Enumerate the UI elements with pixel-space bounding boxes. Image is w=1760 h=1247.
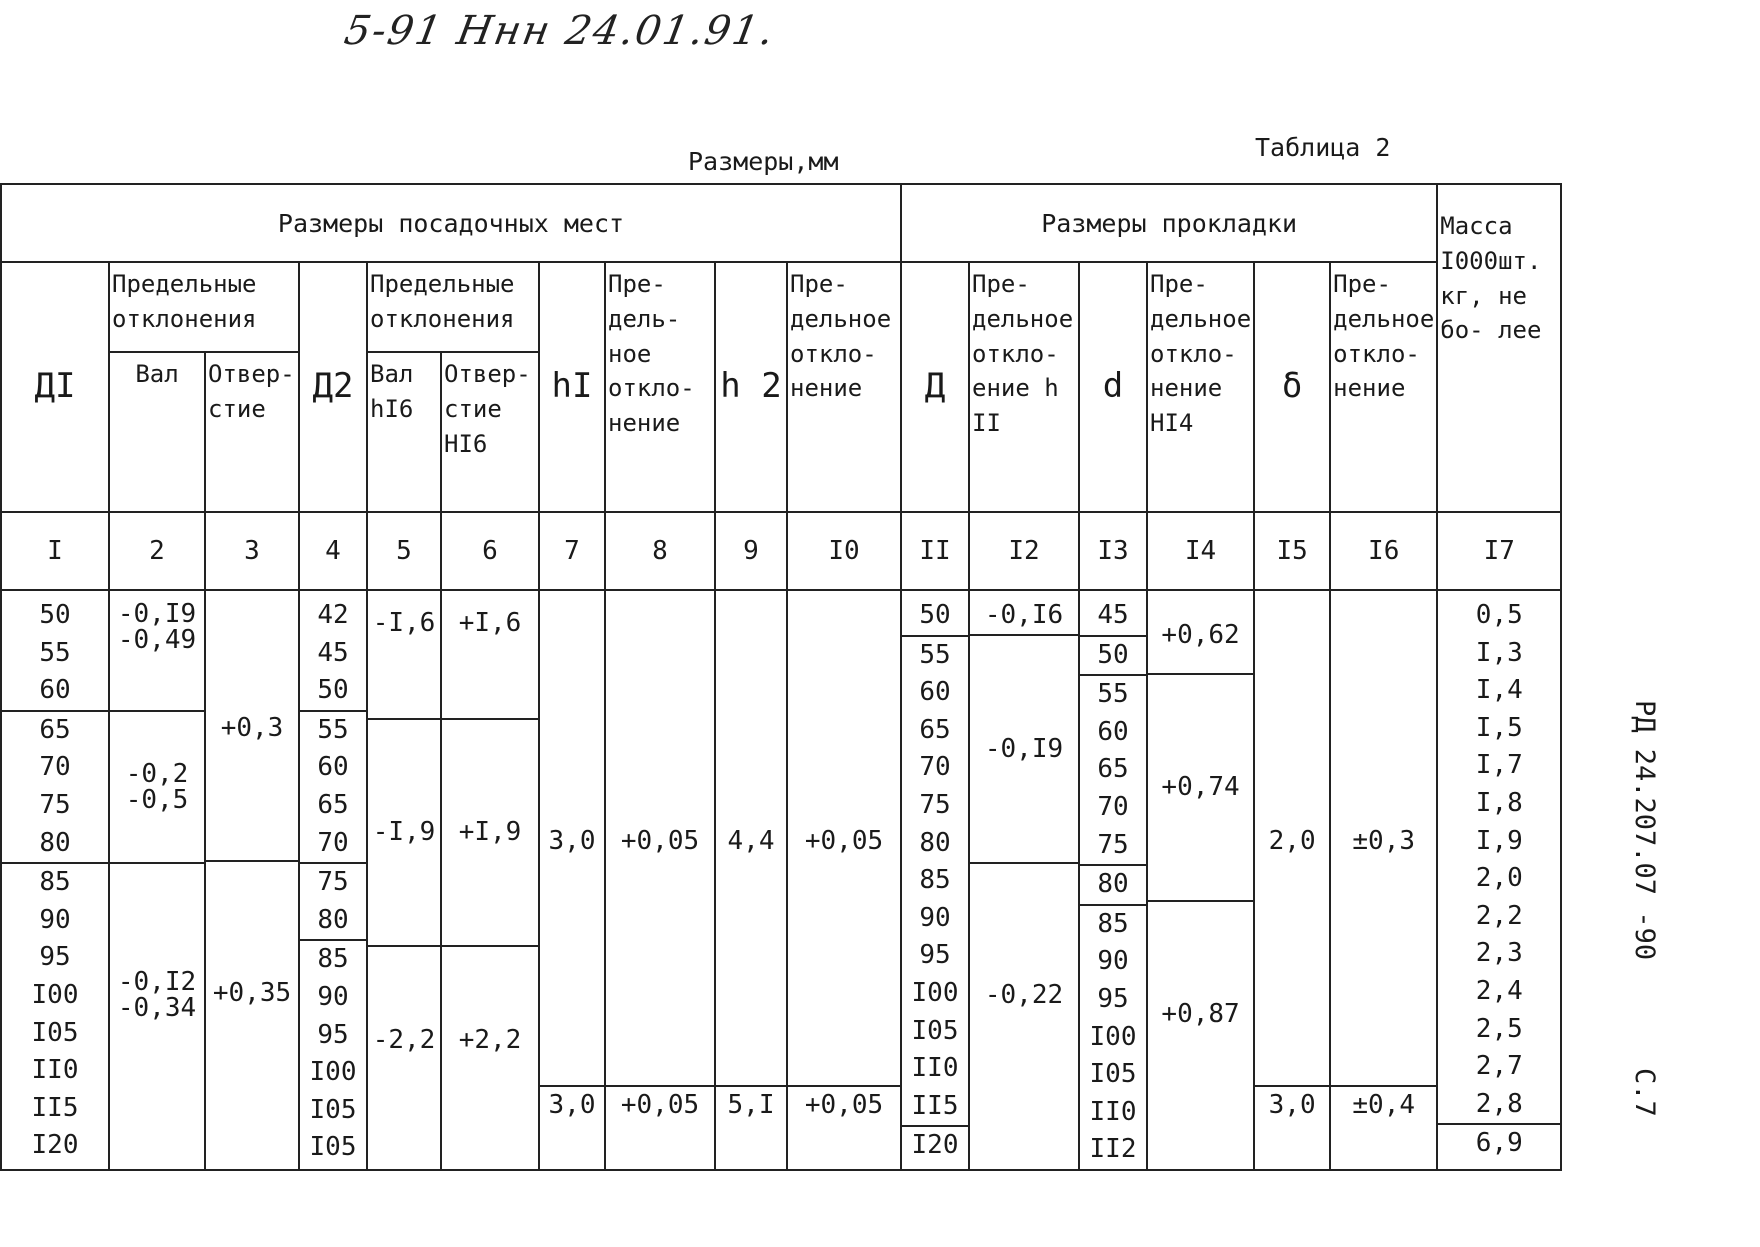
hole-h16-dev: +2,2 (442, 945, 538, 1134)
header-h2: h 2 (715, 262, 787, 512)
d1-value: 75 (39, 789, 71, 820)
d-small-value: 45 (1097, 600, 1129, 630)
d2-value: 60 (317, 752, 349, 783)
shaft-dev-upper: -0,2 (125, 759, 189, 789)
hole-h16-dev: +I,6 (458, 608, 522, 638)
d1-value: 70 (39, 752, 71, 783)
d-dev: -0,I9 (970, 634, 1078, 862)
h1-value: 3,0 (540, 1085, 604, 1124)
mass-value: I,7 (1475, 750, 1523, 781)
header-d-small: d (1079, 262, 1147, 512)
d1-value: 50 (39, 600, 71, 630)
d-value: 80 (919, 827, 951, 858)
col-number: I0 (787, 512, 901, 590)
d2-value: 55 (300, 710, 366, 750)
d1-value: 55 (39, 637, 71, 668)
d2-value: 95 (317, 1019, 349, 1050)
col-number: I3 (1079, 512, 1147, 590)
d-small-dev: +0,74 (1148, 673, 1253, 900)
page-number: С.7 (1629, 1068, 1660, 1117)
shaft-dev-upper: -0,I2 (117, 967, 197, 997)
d-small-value: 55 (1080, 674, 1146, 714)
header-col8: Пре- дель- ное откло- нение (605, 262, 715, 512)
d-small-value: 60 (1097, 716, 1129, 747)
col-number: I2 (969, 512, 1079, 590)
h1-dev: +0,05 (606, 1085, 714, 1124)
d-small-value: 65 (1097, 754, 1129, 785)
hole-dev: +0,3 (220, 713, 284, 744)
shaft-dev-lower: -0,49 (117, 625, 197, 655)
shaft-dev-group (110, 597, 204, 657)
d-small-value: 75 (1097, 829, 1129, 860)
h1-dev: +0,05 (620, 825, 700, 856)
column-d-small-deviation (1147, 590, 1254, 1170)
shaft-dev-lower: -0,34 (117, 993, 197, 1023)
mass-value: 2,0 (1475, 863, 1523, 894)
d-value: 60 (919, 677, 951, 708)
data-body-row (1, 590, 1561, 1170)
header-delta: δ (1254, 262, 1330, 512)
d-value: 95 (919, 940, 951, 971)
shaft-dev-group (110, 712, 204, 862)
col-number: 2 (109, 512, 205, 590)
column-mass (1437, 590, 1561, 1170)
h2-value: 5,I (716, 1085, 786, 1124)
header-limit-deviations: Предельные отклонения (109, 262, 299, 352)
mass-value: 2,7 (1475, 1051, 1523, 1082)
column-d-small (1079, 590, 1147, 1170)
header-limit-deviations-2: Предельные отклонения (367, 262, 539, 352)
d2-value: 70 (317, 827, 349, 858)
column-h2 (715, 590, 787, 1170)
hole-h16-dev: +I,9 (442, 718, 538, 945)
d1-value: 95 (39, 942, 71, 973)
column-numbers-row (1, 512, 1561, 590)
mass-value: I,4 (1475, 675, 1523, 706)
d-small-value: 90 (1097, 946, 1129, 977)
col-number: I7 (1437, 512, 1561, 590)
d-small-value: 85 (1080, 904, 1146, 944)
d2-value: 50 (317, 675, 349, 706)
mass-value: 2,2 (1475, 900, 1523, 931)
header-hole-h16: Отвер- стие HI6 (441, 352, 539, 512)
mass-value: 2,3 (1475, 938, 1523, 969)
header-shaft-h16: Вал hI6 (367, 352, 441, 512)
d2-value: 80 (317, 904, 349, 935)
header-col16: Пре- дельное откло- нение (1330, 262, 1437, 512)
shaft-dev-group (110, 864, 204, 1126)
header-h1: hI (539, 262, 605, 512)
d1-value: I20 (31, 1130, 79, 1161)
column-d-deviation (969, 590, 1079, 1170)
mass-value: I,5 (1475, 712, 1523, 743)
col-number: II (901, 512, 969, 590)
d-small-value: 70 (1097, 791, 1129, 822)
col-number: 3 (205, 512, 299, 590)
d-small-value: I00 (1089, 1021, 1137, 1052)
header-hole: Отвер- стие (205, 352, 299, 512)
shaft-dev-lower: -0,5 (125, 785, 189, 815)
d1-value: 90 (39, 904, 71, 935)
column-hole-h16 (441, 590, 539, 1170)
d-value: 75 (919, 789, 951, 820)
header-mass: Масса I000шт. кг, не бо- лее (1437, 184, 1561, 512)
d1-value: 80 (39, 827, 71, 858)
h2-dev: +0,05 (804, 825, 884, 856)
d-value: 55 (902, 635, 968, 675)
d2-value: 90 (317, 981, 349, 1012)
delta-value: 2,0 (1268, 825, 1316, 856)
col-number: 6 (441, 512, 539, 590)
column-shaft-h16 (367, 590, 441, 1170)
mass-value: I,3 (1475, 637, 1523, 668)
dimensions-table (0, 183, 1562, 1171)
d1-value: II0 (31, 1055, 79, 1086)
column-hole-deviation (205, 590, 299, 1170)
hole-dev: +0,35 (206, 860, 298, 1124)
shaft-dev-upper: -0,I9 (117, 599, 197, 629)
header-d1: ДI (1, 262, 109, 512)
document-number: РД 24.207.07 -90 (1629, 700, 1660, 961)
d2-value: 45 (317, 637, 349, 668)
shaft-h16-dev: -I,9 (368, 718, 440, 945)
column-shaft-deviation (109, 590, 205, 1170)
d2-value: 85 (300, 939, 366, 979)
d-value: 85 (919, 865, 951, 896)
header-d2: Д2 (299, 262, 367, 512)
d1-value: 60 (39, 675, 71, 706)
col-number: I5 (1254, 512, 1330, 590)
d2-value: 42 (317, 600, 349, 630)
column-delta-deviation (1330, 590, 1437, 1170)
mass-value: 2,5 (1475, 1013, 1523, 1044)
mass-value: 6,9 (1438, 1123, 1560, 1163)
column-d1 (1, 590, 109, 1170)
d2-value: I05 (309, 1132, 357, 1163)
d-value: 70 (919, 752, 951, 783)
mass-value: I,8 (1475, 787, 1523, 818)
delta-value: 3,0 (1255, 1085, 1329, 1124)
column-delta (1254, 590, 1330, 1170)
col-number: 9 (715, 512, 787, 590)
shaft-h16-dev: -I,6 (372, 608, 436, 638)
d-value: I00 (911, 977, 959, 1008)
h1-value: 3,0 (548, 825, 596, 856)
group-seat-sizes: Размеры посадочных мест (1, 184, 901, 262)
mass-value: 2,4 (1475, 975, 1523, 1006)
shaft-h16-dev: -2,2 (368, 945, 440, 1134)
d-small-dev: +0,87 (1148, 900, 1253, 1126)
d1-value: I00 (31, 979, 79, 1010)
column-h1-deviation (605, 590, 715, 1170)
d-small-dev: +0,62 (1161, 619, 1240, 650)
d-value: 90 (919, 902, 951, 933)
table-title: Таблица 2 (1255, 133, 1391, 162)
d-value: 65 (919, 714, 951, 745)
header-col12: Пре- дельное откло- ение h II (969, 262, 1079, 512)
delta-dev: ±0,4 (1331, 1085, 1436, 1124)
d2-value: 65 (317, 789, 349, 820)
d-small-value: 50 (1080, 635, 1146, 675)
col-number: 5 (367, 512, 441, 590)
col-number: 8 (605, 512, 715, 590)
d-value: 50 (919, 600, 951, 630)
d-dev: -0,22 (970, 862, 1078, 1126)
d-value: II5 (911, 1090, 959, 1121)
column-h2-deviation (787, 590, 901, 1170)
mass-value: 0,5 (1475, 600, 1523, 630)
col-number: I (1, 512, 109, 590)
column-h1 (539, 590, 605, 1170)
d2-value: 75 (300, 862, 366, 902)
d-value: I05 (911, 1015, 959, 1046)
header-col10: Пре- дельное откло- нение (787, 262, 901, 512)
d-small-value: II2 (1089, 1134, 1137, 1165)
d1-value: 65 (2, 710, 108, 750)
units-label: Размеры,мм (688, 147, 839, 176)
col-number: 4 (299, 512, 367, 590)
group-gasket-sizes: Размеры прокладки (901, 184, 1437, 262)
d-small-value: II0 (1089, 1096, 1137, 1127)
d-dev: -0,I6 (984, 600, 1064, 631)
h2-value: 4,4 (727, 825, 775, 856)
d-value: I20 (902, 1125, 968, 1165)
h2-dev: +0,05 (788, 1085, 900, 1124)
d2-value: I05 (309, 1094, 357, 1125)
d1-value: I05 (31, 1017, 79, 1048)
column-d2 (299, 590, 367, 1170)
header-col14: Пре- дельное откло- нение HI4 (1147, 262, 1254, 512)
delta-dev: ±0,3 (1352, 825, 1416, 856)
col-number: I6 (1330, 512, 1437, 590)
d-small-value: I05 (1089, 1059, 1137, 1090)
col-number: I4 (1147, 512, 1254, 590)
d-value: II0 (911, 1053, 959, 1084)
d1-value: II5 (31, 1092, 79, 1123)
header-d: Д (901, 262, 969, 512)
mass-value: I,9 (1475, 825, 1523, 856)
mass-value: 2,8 (1475, 1088, 1523, 1119)
d1-value: 85 (2, 862, 108, 902)
column-d (901, 590, 969, 1170)
header-shaft: Вал (109, 352, 205, 512)
d-small-value: 95 (1097, 983, 1129, 1014)
handwritten-note: 5-91 Ннн 24.01.91. (340, 8, 779, 54)
d2-value: I00 (309, 1057, 357, 1088)
col-number: 7 (539, 512, 605, 590)
d-small-value: 80 (1080, 864, 1146, 904)
